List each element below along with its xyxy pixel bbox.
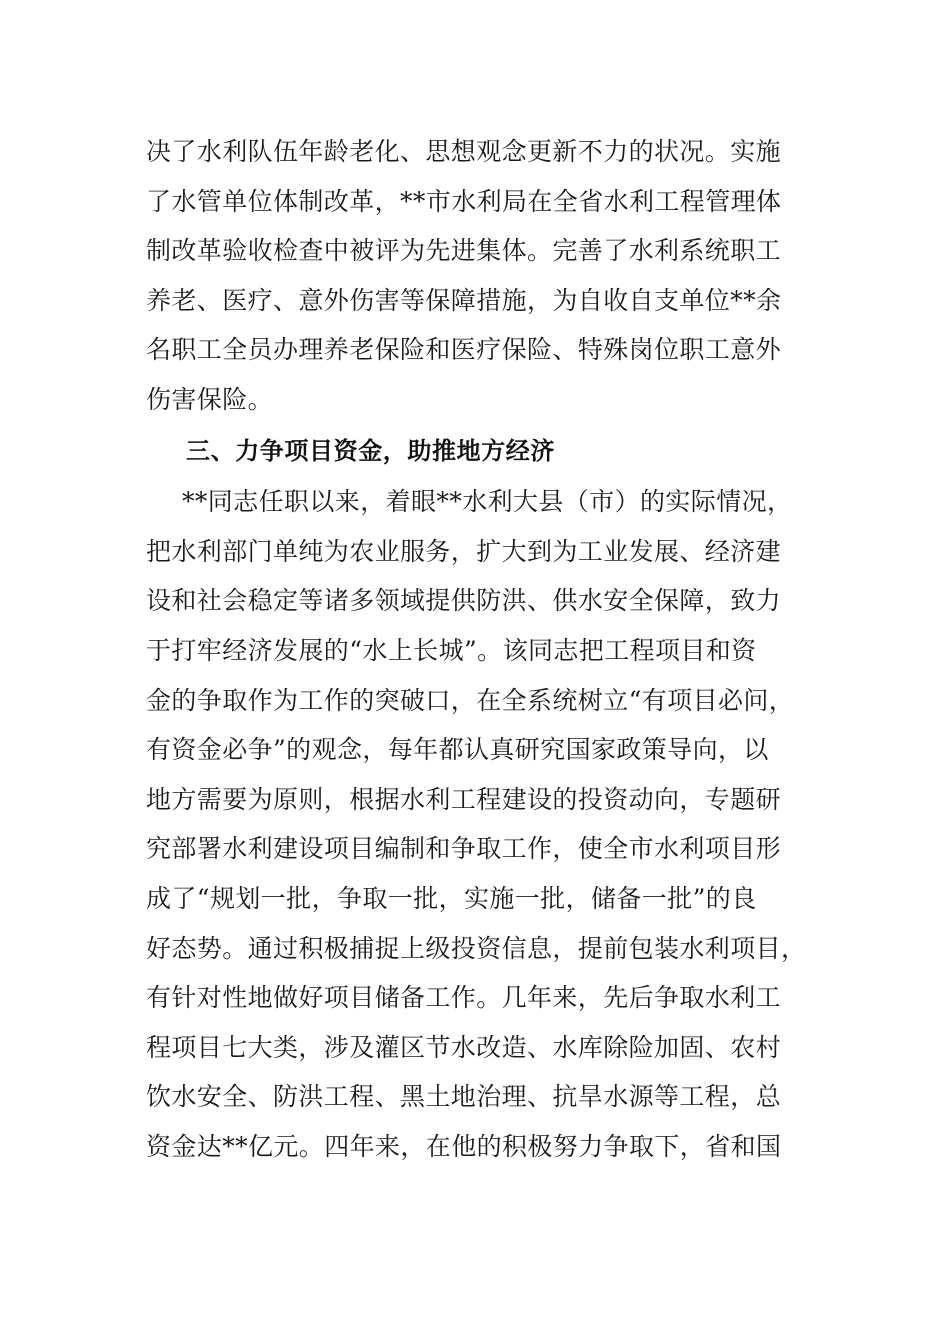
paragraph-line: **同志任职以来，着眼**水利大县（市）的实际情况， [182,487,793,516]
paragraph-line: 地方需要为原则，根据水利工程建设的投资动向，专题研 [146,785,782,814]
paragraph-line: 制改革验收检查中被评为先进集体。完善了水利系统职工 [146,236,782,265]
paragraph-line: 把水利部门单纯为农业服务，扩大到为工业发展、经济建 [146,537,782,566]
paragraph-line: 好态势。通过积极捕捉上级投资信息，提前包装水利项目， [146,934,807,963]
paragraph-line: 于打牢经济发展的“水上长城”。该同志把工程项目和资 [146,636,757,665]
paragraph-line: 有资金必争”的观念，每年都认真研究国家政策导向，以 [146,735,769,764]
paragraph-line: 设和社会稳定等诸多领域提供防洪、供水安全保障，致力 [146,586,782,615]
section-heading: 三、力争项目资金，助推地方经济 [186,437,555,465]
paragraph-line: 资金达**亿元。四年来，在他的积极努力争取下，省和国 [146,1132,782,1161]
paragraph-line: 名职工全员办理养老保险和医疗保险、特殊岗位职工意外 [146,335,782,364]
paragraph-line: 程项目七大类，涉及灌区节水改造、水库除险加固、农村 [146,1033,782,1062]
paragraph-line: 成了“规划一批，争取一批，实施一批，储备一批”的良 [146,884,757,913]
paragraph-line: 究部署水利建设项目编制和争取工作，使全市水利项目形 [146,834,782,863]
paragraph-line: 金的争取作为工作的突破口，在全系统树立“有项目必问， [146,686,795,715]
paragraph-line: 了水管单位体制改革，**市水利局在全省水利工程管理体 [146,187,782,216]
paragraph-line: 养老、医疗、意外伤害等保障措施，为自收自支单位**余 [146,286,782,315]
paragraph-line: 决了水利队伍年龄老化、思想观念更新不力的状况。实施 [146,137,782,166]
paragraph-line: 伤害保险。 [146,385,274,414]
paragraph-line: 饮水安全、防洪工程、黑土地治理、抗旱水源等工程，总 [146,1082,782,1111]
paragraph-line: 有针对性地做好项目储备工作。几年来，先后争取水利工 [146,983,782,1012]
